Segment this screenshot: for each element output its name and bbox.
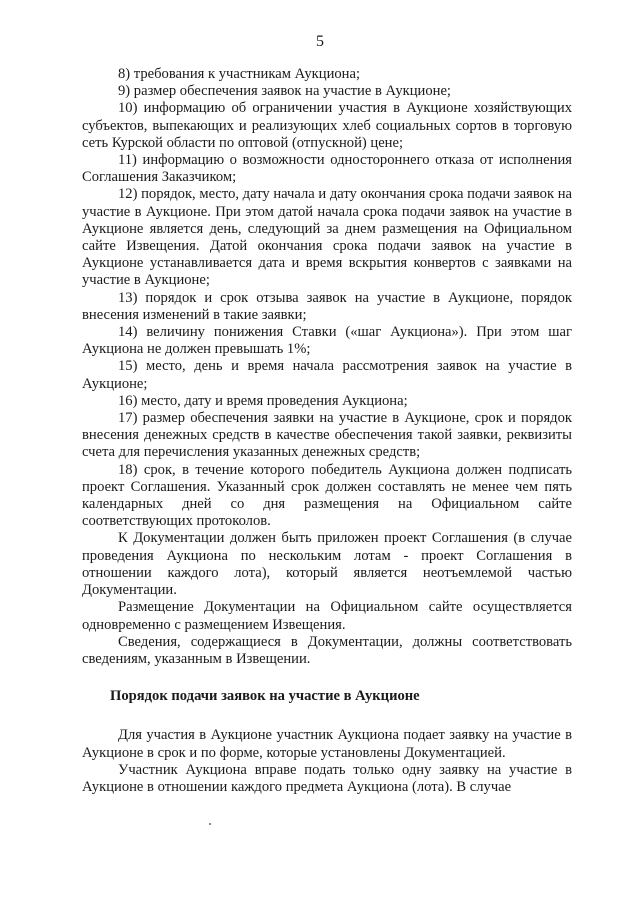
- list-item: 12) порядок, место, дату начала и дату окончания срока подачи заявок на участие в Аукционе. При этом датой начала срока подачи заявок на участие в Аукционе является день, следующий за днем размещения на Официальном сайте Извещения. Датой окончания срока подачи заявок на участие в Аукционе устанавливается дата и время вскрытия конвертов с заявками на участие в Аукционе;: [82, 186, 572, 289]
- document-body: [82, 66, 572, 796]
- page-number: 5: [316, 33, 324, 50]
- paragraph: К Документации должен быть приложен проект Соглашения (в случае проведения Аукциона по нескольким лотам - проект Соглашения в отношении каждого лота), который является неотъемлемой частью Документации.: [82, 530, 572, 599]
- list-item: 15) место, день и время начала рассмотрения заявок на участие в Аукционе;: [82, 358, 572, 392]
- list-item: 10) информацию об ограничении участия в Аукционе хозяйствующих субъектов, выпекающих и реализующих хлеб социальных сортов в торговую сеть Курской области по оптовой (отпускной) цене;: [82, 100, 572, 151]
- list-item: 18) срок, в течение которого победитель Аукциона должен подписать проект Соглашения. Указанный срок должен составлять не менее чем пять календарных дней со дня размещения на Официальном сайте соответствующих протоколов.: [82, 461, 572, 530]
- paragraph: Размещение Документации на Официальном сайте осуществляется одновременно с размещением Извещения.: [82, 599, 572, 633]
- list-item: 9) размер обеспечения заявок на участие в Аукционе;: [118, 83, 451, 100]
- list-item: 8) требования к участникам Аукциона;: [118, 66, 361, 82]
- list-item: 11) информацию о возможности одностороннего отказа от исполнения Соглашения Заказчиком;: [82, 152, 572, 186]
- list-item: 16) место, дату и время проведения Аукциона;: [118, 392, 408, 409]
- list-item: 17) размер обеспечения заявки на участие в Аукционе, срок и порядок внесения денежных средств в качестве обеспечения такой заявки, реквизиты счета для перечисления указанных денежных средств;: [82, 410, 572, 461]
- paragraph: Для участия в Аукционе участник Аукциона подает заявку на участие в Аукционе в срок и по форме, которые установлены Документацией.: [82, 727, 572, 761]
- section-heading: Порядок подачи заявок на участие в Аукционе: [110, 688, 420, 705]
- paragraph: Участник Аукциона вправе подать только одну заявку на участие в Аукционе в отношении каждого предмета Аукциона (лота). В случае: [82, 761, 572, 795]
- list-item: 14) величину понижения Ставки («шаг Аукциона»). При этом шаг Аукциона не должен превышать 1%;: [82, 324, 572, 358]
- scan-speck: [209, 823, 211, 825]
- list-item: 13) порядок и срок отзыва заявок на участие в Аукционе, порядок внесения изменений в такие заявки;: [82, 289, 572, 323]
- paragraph: Сведения, содержащиеся в Документации, должны соответствовать сведениям, указанным в Извещении.: [82, 633, 572, 667]
